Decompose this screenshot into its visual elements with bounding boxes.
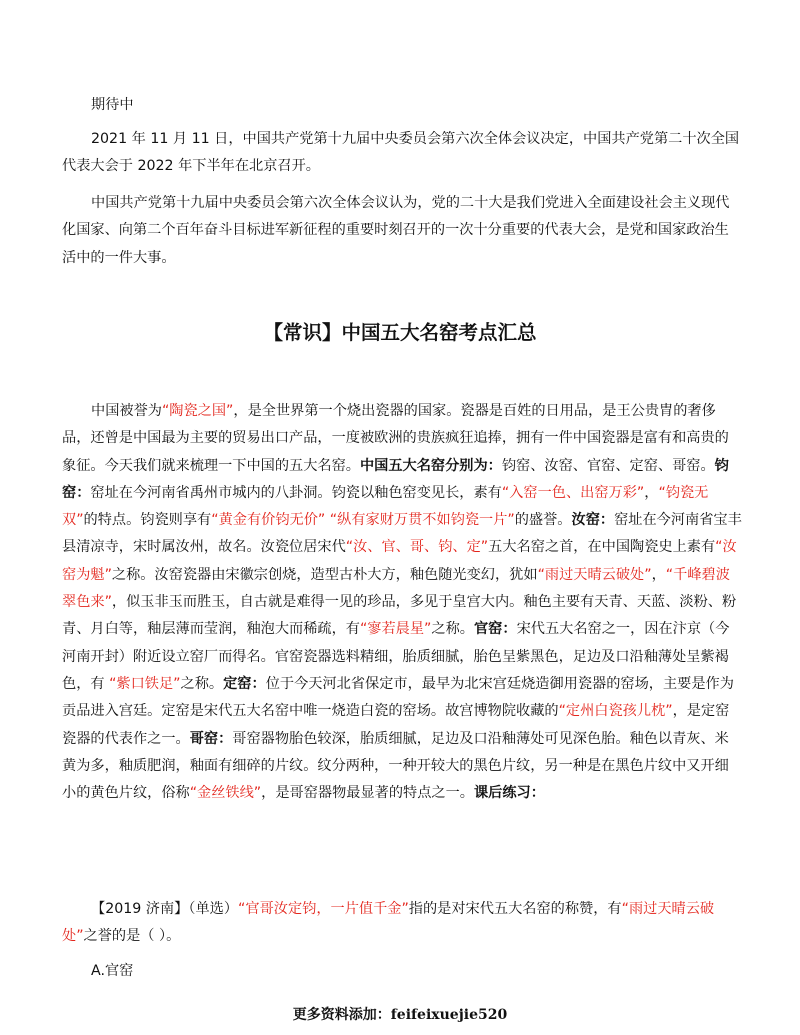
text-run: 宋代五大名窑之一，因在汴京（今河南开封）附近设立窑厂而得名。官窑瓷器选料精细，胎质细腻，胎色呈紫黑色，足边及口沿釉薄处呈紫褐色，有 [62,621,730,692]
highlight-ru-sky: “雨过天晴云破处” [537,566,652,583]
highlight-guan-purple: “紫口铁足” [109,675,181,692]
text-run: 之称。汝窑瓷器由宋徽宗创烧，造型古朴大方，釉色随光变幻，犹如 [111,566,538,583]
text-run: ， [644,484,659,501]
text-run: ，似玉非玉而胜玉，自古就是难得一见的珍品，多见于皇宫大内。釉色主要有天青、天蓝、淡粉、粉青、月白等，釉层薄而莹润，釉泡大而稀疏，有 [62,594,737,638]
text-run: ，是全世界第一个烧出瓷器的国家。瓷器是百姓的日用品，是王公贵胄的奢侈品，还曾是中国最为主要的贸易出口产品，一度被欧洲的贵族疯狂追捧，拥有一件中国瓷器是富有和高贵的象征。今天我们就来梳理一下中国的五大名窑。 [62,403,729,474]
bold-exercise: 课后练习： [473,785,545,802]
bold-ge-kiln: 哥窑： [189,730,233,747]
text-run: 钧窑、汝窑、官窑、定窑、哥窑。 [501,457,715,474]
bold-ding-kiln: 定窑： [223,675,266,692]
highlight-five-kilns-list: “汝、官、哥、钧、定” [345,539,489,556]
news-paragraph-1: 2021 年 11 月 11 日，中国共产党第十九届中央委员会第六次全体会议决定，中国共产党第二十次全国代表大会于 2022 年下半年在北京召开。 [62,131,740,175]
bold-ru-kiln: 汝窑： [571,512,615,529]
highlight-quote-praise: “官哥汝定钧，一片值千金” [238,901,409,917]
text-run: 【2019 济南】（单选） [91,901,239,917]
text-run: 窑址在今河南省宝丰县清凉寺，宋时属汝州，故名。汝瓷位居宋代 [62,512,742,556]
text-run: 位于今天河北省保定市，最早为北宋宫廷烧造御用瓷器的窑场，主要是作为贡品进入宫廷。定窑是宋代五大名窑中唯一烧造白瓷的窑场。故宫博物院收藏的 [62,675,734,720]
text-run: 中国被誉为 [91,403,162,419]
news-paragraph-2: 中国共产党第十九届中央委员会第六次全体会议认为，党的二十大是我们党进入全面建设社会主义现代化国家、向第二个百年奋斗目标进军新征程的重要时刻召开的一次十分重要的代表大会，是党和国家政治生活中的一件大事。 [62,195,730,266]
highlight-ceramics-nation: “陶瓷之国” [161,403,234,419]
exercise-question [62,896,742,951]
highlight-jun-fortune: “纵有家财万贯不如钧瓷一片” [329,512,515,529]
highlight-ru-first: “汝窑为魁” [62,539,737,583]
option-a: A.官窑 [91,963,134,979]
text-run: 的特点。钧瓷则享有 [83,512,212,529]
text-run: 五大名窑之首，在中国陶瓷史上素有 [488,539,716,556]
text-run: ， [651,566,666,583]
highlight-ge-lines: “金丝铁线” [189,785,262,802]
highlight-ding-pillow: “定州白瓷孩儿枕” [558,703,673,720]
section-title: 【常识】中国五大名窑考点汇总 [263,321,537,344]
waiting-text: 期待中 [91,97,134,113]
bold-jun-kiln: 钧窑： [62,457,729,501]
text-run: 的盛誉。 [514,512,572,529]
text-run: 哥窑器物胎色较深，胎质细腻，足边及口沿釉薄处可见深色胎。釉色以青灰、米黄为多，釉质肥润，釉面有细碎的片纹。纹分两种，一种开较大的黑色片纹，另一种是在黑色片纹中又开细小的黄色片纹，俗称 [62,730,729,802]
bold-guan-kiln: 官窑： [473,621,517,638]
text-run: 之誉的是（ ）。 [83,928,181,945]
text-run: 指的是对宋代五大名窑的称赞，有 [408,901,622,917]
kilns-paragraph [62,398,742,807]
highlight-jun-unique: “钧瓷无双” [62,484,709,529]
text-run: ，是哥窑器物最显著的特点之一。 [261,785,474,802]
text-run: ，是定窑瓷器的代表作之一。 [62,703,730,747]
highlight-quote-sky: “雨过天晴云破处” [62,901,715,945]
highlight-jun-priceless: “黄金有价钧无价” [211,512,326,529]
highlight-ru-peaks: “千峰碧波翠色来” [62,566,730,611]
text-run: 之称。 [431,621,474,638]
bold-five-kilns: 中国五大名窑分别为： [359,457,502,474]
text-run: 窑址在今河南省禹州市城内的八卦洞。钧瓷以釉色窑变见长，素有 [90,484,502,501]
footer-note: 更多资料添加：feifeixuejie520 [292,1007,508,1023]
highlight-ru-stars: “寥若晨星” [359,621,432,638]
highlight-jun-colors: “入窑一色、出窑万彩” [501,484,645,501]
text-run: 之称。 [180,675,224,692]
